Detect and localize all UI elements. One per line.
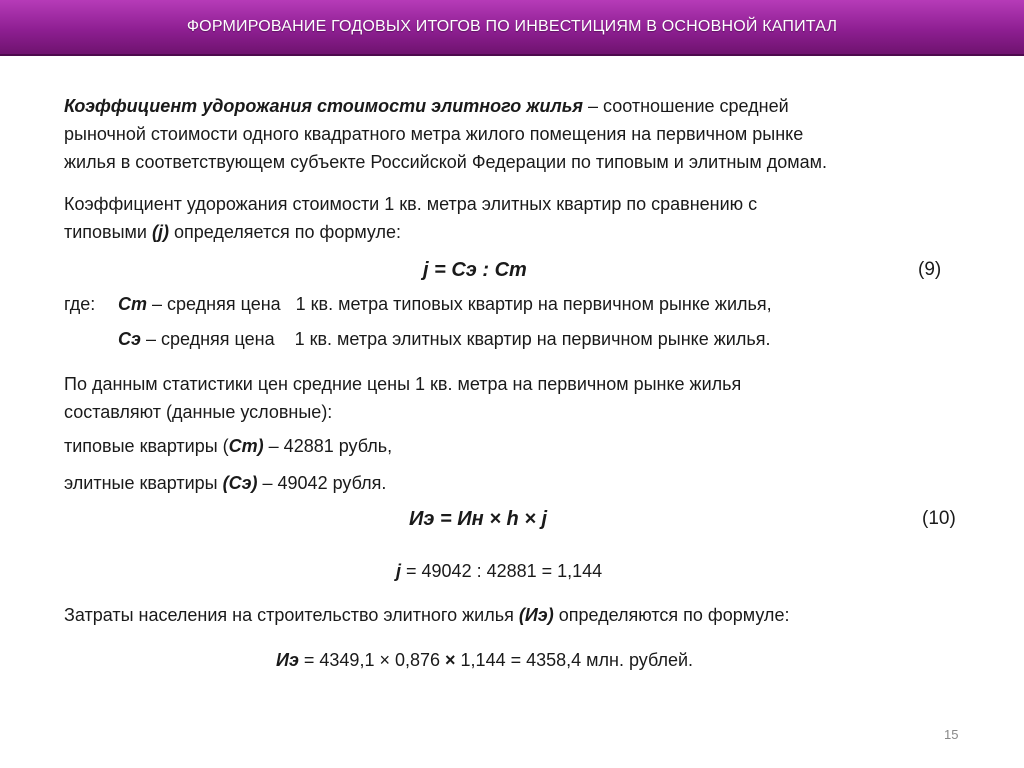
calc-ie <box>276 646 693 675</box>
costs-line <box>64 601 789 630</box>
where-ce-line <box>118 325 770 354</box>
stats-typical <box>64 432 392 461</box>
page-number: 15 <box>944 727 959 742</box>
formula-9-number: (9) <box>918 259 942 280</box>
slide-header <box>0 0 1024 56</box>
ce-description: – средняя цена 1 кв. метра элитных квартир на первичном рынке жилья. <box>140 329 771 349</box>
calc-ie-symbol: Иэ <box>276 650 299 670</box>
ct-symbol: Ст <box>118 294 148 314</box>
variable-j: (j) <box>152 222 169 242</box>
typical-label: типовые квартиры ( <box>64 436 229 456</box>
calc-j-symbol: j <box>396 561 402 581</box>
intro-line-1: Коэффициент удорожания стоимости 1 кв. метра элитных квартир по сравнению с <box>64 194 758 214</box>
where-label: где: <box>64 294 96 314</box>
costs-text-end: определяются по формуле: <box>553 605 790 625</box>
calc-j <box>396 557 602 586</box>
where-ct-line <box>118 290 772 319</box>
costs-symbol: (Иэ) <box>518 605 554 625</box>
intro-line-2 <box>64 218 401 247</box>
definition-line-2: рыночной стоимости одного квадратного метра жилого помещения на первичном рынке <box>64 124 804 144</box>
formula-10: Иэ = Ин × h × j <box>409 508 548 530</box>
definition-line-3: жилья в соответствующем субъекте Российской Федерации по типовым и элитным домам. <box>64 152 827 172</box>
elite-value: – 49042 рубля. <box>257 473 387 493</box>
typical-value: – 42881 рубль, <box>263 436 393 456</box>
ct-description: – средняя цена 1 кв. метра типовых квартир на первичном рынке жилья, <box>147 294 772 314</box>
stats-line-1: По данным статистики цен средние цены 1 кв. метра на первичном рынке жилья <box>64 374 742 394</box>
typical-symbol: Ст) <box>228 436 264 456</box>
slide-title: ФОРМИРОВАНИЕ ГОДОВЫХ ИТОГОВ ПО ИНВЕСТИЦИЯМ В ОСНОВНОЙ КАПИТАЛ <box>186 18 838 35</box>
ce-symbol: Сэ <box>118 329 141 349</box>
elite-label: элитные квартиры <box>64 473 223 493</box>
calc-j-expression: = 49042 : 42881 = 1,144 <box>401 561 603 581</box>
definition-text: – соотношение средней <box>583 96 789 116</box>
formula-10-number: (10) <box>922 508 956 529</box>
calc-ie-part-2: 1,144 = 4358,4 млн. рублей. <box>455 650 694 670</box>
intro-text-end: определяется по формуле: <box>169 222 402 242</box>
elite-symbol: (Сэ) <box>222 473 258 493</box>
stats-line-2: составляют (данные условные): <box>64 402 333 422</box>
calc-ie-times: × <box>445 650 456 670</box>
definition-line-1 <box>64 92 789 121</box>
stats-elite <box>64 469 386 498</box>
calc-ie-part-1: = 4349,1 × 0,876 <box>298 650 446 670</box>
costs-text: Затраты населения на строительство элитного жилья <box>64 605 519 625</box>
formula-9: j = Cэ : Ст <box>423 259 527 281</box>
definition-term: Коэффициент удорожания стоимости элитного жилья <box>64 96 584 116</box>
intro-text: типовыми <box>64 222 152 242</box>
